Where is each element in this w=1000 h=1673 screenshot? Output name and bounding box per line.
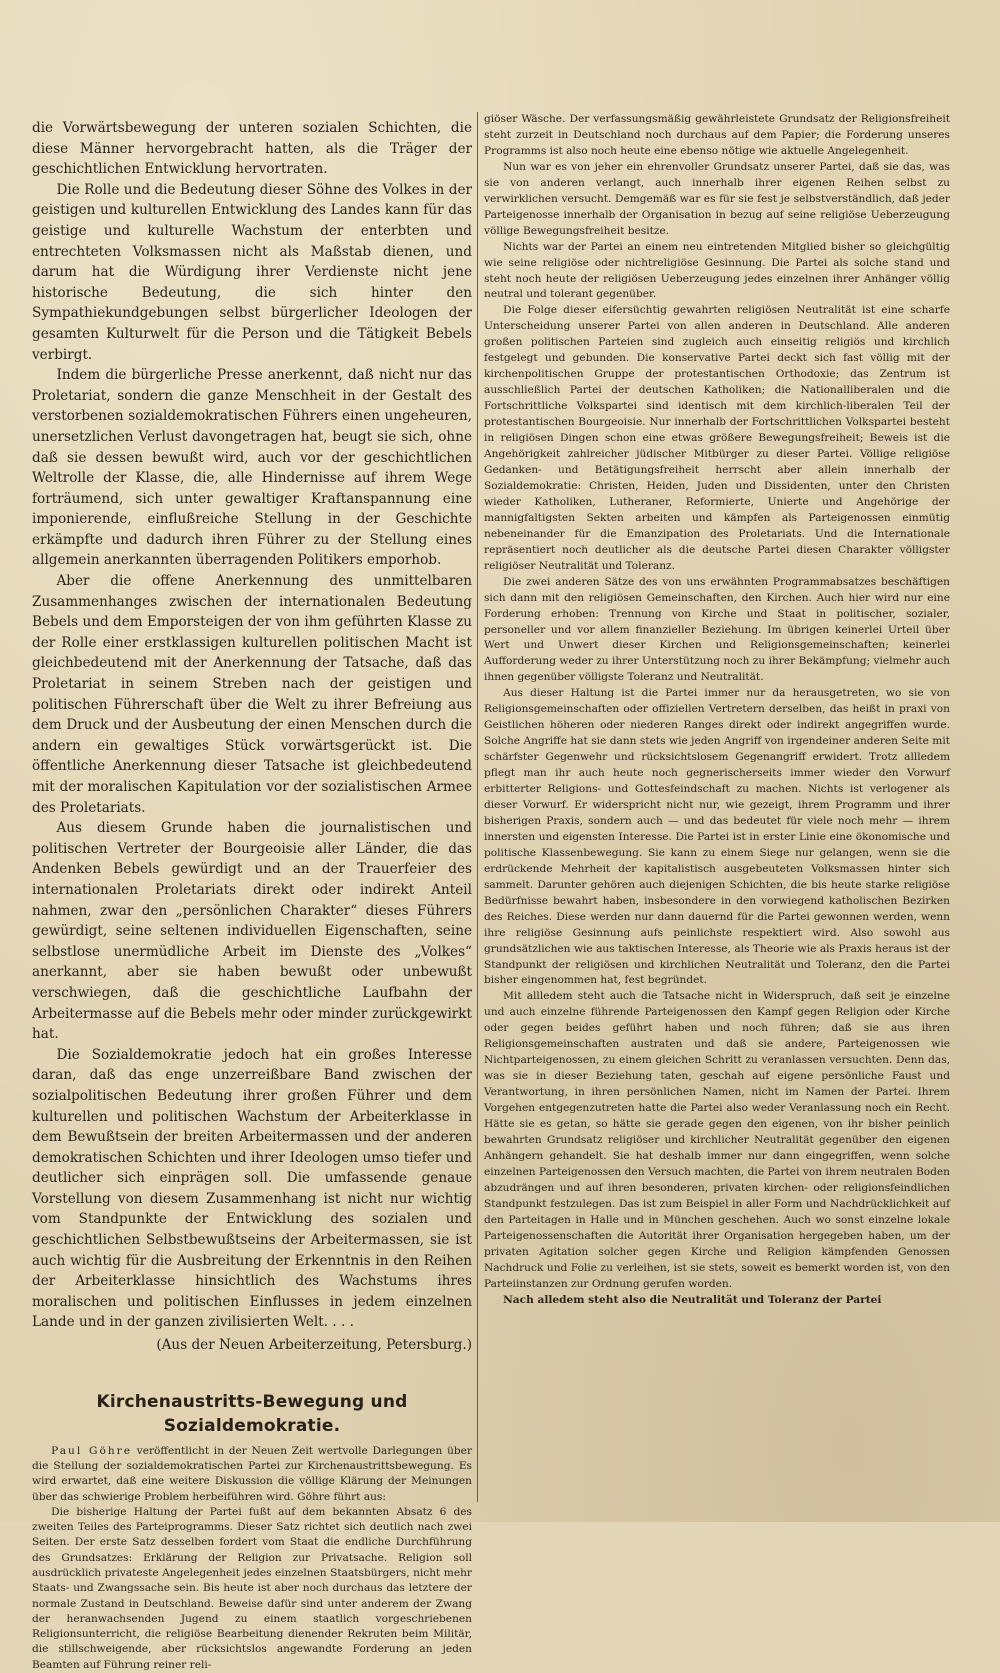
paragraph: Aber die offene Anerkennung des unmittelbaren Zusammenhanges zwischen der internationalen Bedeutung Bebels und dem Emporsteigen der von ihm geführten Klasse zu der Rolle einer erstklassigen kulturellen politischen Macht ist gleichbedeutend mit der Anerkennung der Tatsache, daß das Proletariat in seinem Streben nach der geistigen und politischen Führerschaft über die Welt zu ihrer Befreiung aus dem Druck und der Ausbeutung der einen Menschen durch die andern ein gewaltiges Stück vorwärtsgerückt ist. Die öffentliche Anerkennung dieser Tatsache ist gleichbedeutend mit der moralischen Kapitulation vor der sozialistischen Armee des Proletariats. xyxy=(32,573,472,816)
paragraph: Die zwei anderen Sätze des von uns erwähnten Programmabsatzes beschäftigen sich dann mit den religiösen Gemeinschaften, den Kirchen. Auch hier wird nur eine Forderung erhoben: Trennung von Kirche und Staat in politischer, sozialer, personeller und vor allem finanzieller Beziehung. Im übrigen keinerlei Urteil über Wert und Unwert dieser Kirchen und Religionsgemeinschaften; keinerlei Aufforderung weder zu ihrer Unterstützung noch zu ihrer Bekämpfung; vielmehr auch ihnen gegenüber völligste Toleranz und Neutralität. xyxy=(484,575,950,684)
article-heading: Kirchenaustritts-Bewegung und Sozialdemokratie. xyxy=(96,1391,408,1436)
source-attribution: (Aus der Neuen Arbeiterzeitung, Petersburg.) xyxy=(156,1337,472,1354)
paragraph: Die Sozialdemokratie jedoch hat ein großes Interesse daran, daß das enge unzerreißbare Band zwischen der sozialpolitischen Bedeutung ihrer großen Führer und dem kulturellen und politischen Wachstum der Arbeiterklasse in dem Bewußtsein der breiten Arbeitermassen und der anderen demokratischen Schichten und ihrer Ideologen umso tiefer und deutlicher sich einprägen soll. Die umfassende genaue Vorstellung von diesem Zusammenhang ist nicht nur wichtig vom Standpunkte der Entwicklung des sozialen und geschichtlichen Selbstbewußtseins der Arbeitermassen, sie ist auch wichtig für die Ausbreitung der Erkenntnis in den Reihen der Arbeiterklasse hinsichtlich des Wachstums ihres moralischen und politischen Einflusses in jedem einzelnen Lande und in der ganzen zivilisierten Welt. . . . xyxy=(32,1046,472,1331)
paragraph: Die Folge dieser eifersüchtig gewahrten religiösen Neutralität ist eine scharfe Unterscheidung unserer Partei von allen anderen in Deutschland. Alle anderen großen politischen Parteien sind zugleich auch einseitig religiös und kirchlich festgelegt und gebunden. Die konservative Partei deckt sich fast völlig mit der kirchenpolitischen Gruppe der protestantischen Orthodoxie; das Zentrum ist ausschließlich Partei der deutschen Katholiken; die Nationalliberalen und die Fortschrittliche Volkspartei sind identisch mit dem kirchlich-liberalen Teil der protestantischen Bourgeoisie. Nur innerhalb der Fortschrittlichen Volkspartei besteht in religiösen Dingen schon eine etwas größere Bewegungsfreiheit; Beweis ist die Angehörigkeit zahlreicher jüdischer Mitbürger zu dieser Partei. Völlige religiöse Gedanken- und Betätigungsfreiheit herrscht aber allein innerhalb der Sozialdemokratie: Christen, Heiden, Juden und Dissidenten, unter den Christen wieder Katholiken, Lutheraner, Reformierte, Unierte und Angehörige der mannigfaltigsten Sekten arbeiten und kämpfen als Parteigenossen einmütig nebeneinander für die Emanzipation des Proletariats. Und die Internationale repräsentiert noch deutlicher als die deutsche Partei diesen Charakter völligster religiöser Neutralität und Toleranz. xyxy=(484,304,950,572)
right-column xyxy=(484,112,950,1502)
left-column xyxy=(32,118,473,1671)
intro-text: veröffentlicht in der Neuen Zeit wertvolle Darlegungen über die Stellung der sozialdemokratischen Partei zur Kirchenaustrittsbewegung. Es wird erwartet, daß eine weitere Diskussion die völlige Klärung der Meinungen über das schwierige Problem herbeiführen wird. Göhre führt aus: xyxy=(32,1444,473,1503)
paragraph: Die Rolle und die Bedeutung dieser Söhne des Volkes in der geistigen und kulturellen Entwicklung des Landes kann für das geistige und kulturelle Wachstum der enterbten und entrechteten Volksmassen nicht als Maßstab dienen, und darum hat die Würdigung ihrer Verdienste nicht jene historische Bedeutung, die sich hinter den Sympathiekundgebungen selbst bürgerlicher Ideologen der gesamten Kulturwelt für die Person und die Tätigkeit Bebels verbirgt. xyxy=(32,181,472,363)
intro-paragraph xyxy=(32,1444,472,1505)
paragraph: Indem die bürgerliche Presse anerkennt, daß nicht nur das Proletariat, sondern die ganze Menschheit in der Gestalt des verstorbenen sozialdemokratischen Führers einen ungeheuren, unersetzlichen Verlust davongetragen hat, beugt sie sich, ohne daß sie dessen bewußt wird, auch vor der geschichtlichen Weltrolle der Klasse, die, alle Hindernisse auf ihrem Wege forträumend, sich unter gewaltiger Kraftanspannung eine imponierende, einflußreiche Stellung in der Geschichte erkämpfte und dadurch ihren Führer zu der Stellung eines allgemein anerkannten überragenden Politikers emporhob. xyxy=(32,367,472,569)
quoted-paragraph: Die bisherige Haltung der Partei fußt auf dem bekannten Absatz 6 des zweiten Teiles des Parteiprogramms. Dieser Satz richtet sich deutlich nach zwei Seiten. Der erste Satz desselben fordert vom Staat die endliche Durchführung des Grundsatzes: Erklärung der Religion zur Privatsache. Religion soll ausdrücklich privateste Angelegenheit jedes einzelnen Staatsbürgers, nicht mehr Staats- und Zwangssache sein. Bis heute ist aber noch durchaus das letztere der normale Zustand in Deutschland. Beweise dafür sind unter anderem der Zwang der heranwachsenden Jugend zu einem staatlich vorgeschriebenen Religionsunterricht, die religiöse Bearbeitung dienender Rekruten beim Militär, die stillschweigende, aber rücksichtslos angewandte Forderung an jeden Beamten auf Führung reiner reli- xyxy=(32,1505,472,1671)
paragraph: Aus dieser Haltung ist die Partei immer nur da herausgetreten, wo sie von Religionsgemeinschaften oder offiziellen Vertretern derselben, das heißt in praxi von Geistlichen höheren oder niederen Ranges direkt oder indirekt angegriffen wurde. Solche Angriffe hat sie dann stets wie jeden Angriff von irgendeiner anderen Seite mit schärfster Gegenwehr und rücksichtslosem Gegenangriff erwidert. Trotz allledem pflegt man ihr auch heute noch gegnerischerseits immer wieder den Vorwurf erbitterter Religions- und Gottesfeindschaft zu machen. Nichts ist verlogener als dieser Vorwurf. Er widerspricht nicht nur, wie gezeigt, ihrem Programm und ihrer bisherigen Praxis, sondern auch — und das bedeutet für viele noch mehr — ihrem innersten und eigensten Interesse. Die Partei ist in erster Linie eine ökonomische und politische Klassenbewegung. Sie kann zu einem Siege nur gelangen, wenn sie die erdrückende Mehrheit der kapitalistisch ausgebeuteten Volksmassen hinter sich sammelt. Darunter gehören auch diejenigen Schichten, die bis heute starke religiöse Bedürfnisse bewahrt haben, insbesondere in den vorwiegend katholischen Bezirken des Reiches. Diese werden nur dann dauernd für die Partei gewonnen werden, wenn ihre religiöse Gesinnung aufs peinlichste respektiert wird. Also sowohl aus grundsätzlichen wie aus taktischen Interesse, als Theorie wie als Praxis heraus ist der Standpunkt der religiösen und kirchlichen Neutralität und Toleranz, den die Partei bisher eingenommen hat, fest begründet. xyxy=(484,687,950,987)
author-name: Paul Göhre xyxy=(51,1444,132,1457)
paragraph: Nichts war der Partei an einem neu eintretenden Mitglied bisher so gleichgültig wie seine religiöse oder nichtreligiöse Gesinnung. Die Partei als solche stand und steht noch heute der religiösen Ueberzeugung jedes einzelnen ihrer Anhänger völlig neutral und tolerant gegenüber. xyxy=(484,240,950,301)
paragraph: Nun war es von jeher ein ehrenvoller Grundsatz unserer Partei, daß sie das, was sie von anderen verlangt, auch innerhalb ihrer eigenen Reihen selbst zu verwirklichen versucht. Demgemäß war es für sie fest je selbstverständlich, daß jeder Parteigenosse innerhalb der Organisation in bezug auf seine religiöse Ueberzeugung völlige Bewegungsfreiheit besitze. xyxy=(484,160,950,237)
paragraph: Nach alledem steht also die Neutralität und Toleranz der Partei xyxy=(503,1293,882,1306)
paragraph: giöser Wäsche. Der verfassungsmäßig gewährleistete Grundsatz der Religionsfreiheit steht zurzeit in Deutschland noch durchaus auf dem Papier; die Forderung unseres Programms ist also noch heute eine ebenso nötige wie aktuelle Angelegenheit. xyxy=(484,113,950,157)
paragraph: die Vorwärtsbewegung der unteren sozialen Schichten, die diese Männer hervorgebracht hatten, als die Träger der geschichtlichen Entwicklung hervortraten. xyxy=(32,120,472,178)
paragraph: Mit allledem steht auch die Tatsache nicht in Widerspruch, daß seit je einzelne und auch einzelne führende Parteigenossen den Kampf gegen Religion oder Kirche oder gegen beides geführt haben und noch führen; daß sie aus ihren Religionsgemeinschaften austraten und daß sie andere, Parteigenossen wie Nichtparteigenossen, zu einem gleichen Schritt zu veranlassen versuchten. Denn das, was sie in dieser Beziehung taten, geschah auf eigene persönliche Faust und Verantwortung, in ihren persönlichen Namen, nicht im Namen der Partei. Ihrem Vorgehen entgegenzutreten hatte die Partei also weder Veranlassung noch ein Recht. Hätte sie es getan, so hätte sie gerade gegen den eigenen, von ihr bisher peinlich bewahrten Grundsatz religiöser und kirchlicher Neutralität gegenüber den eigenen Anhängern gehandelt. Sie hat deshalb immer nur dann eingegriffen, wenn solche einzelnen Parteigenossen den Versuch machten, die Partei von ihrem neutralen Boden abzudrängen und auf ihren besonderen, privaten kirchen- oder religionsfeindlichen Standpunkt festzulegen. Das ist zum Beispiel in aller Form und Nachdrücklichkeit auf den Parteitagen in Halle und in München geschehen. Auch wo sonst einzelne lokale Parteigenossenschaften die Autorität ihrer Organisation hergegeben haben, um der privaten Agitation solcher gegen Kirche und Religion kämpfenden Genossen Nachdruck und Folie zu verleihen, ist sie stets, soweit es bemerkt worden ist, von den Parteiinstanzen zur Ordnung gerufen worden. xyxy=(484,990,950,1290)
column-divider xyxy=(477,112,478,1502)
paragraph: Aus diesem Grunde haben die journalistischen und politischen Vertreter der Bourgeoisie aller Länder, die das Andenken Bebels gewürdigt und an der Trauerfeier des internationalen Proletariats direkt oder indirekt Anteil nahmen, zwar den „persönlichen Charakter“ dieses Führers gewürdigt, seine seltenen individuellen Eigenschaften, seine selbstlose unermüdliche Arbeit im Dienste des „Volkes“ anerkannt, aber sie haben bewußt oder unbewußt verschwiegen, daß die geschichtliche Laufbahn der Arbeitermasse auf die Bebels mehr oder minder zurückgewirkt hat. xyxy=(32,820,472,1043)
